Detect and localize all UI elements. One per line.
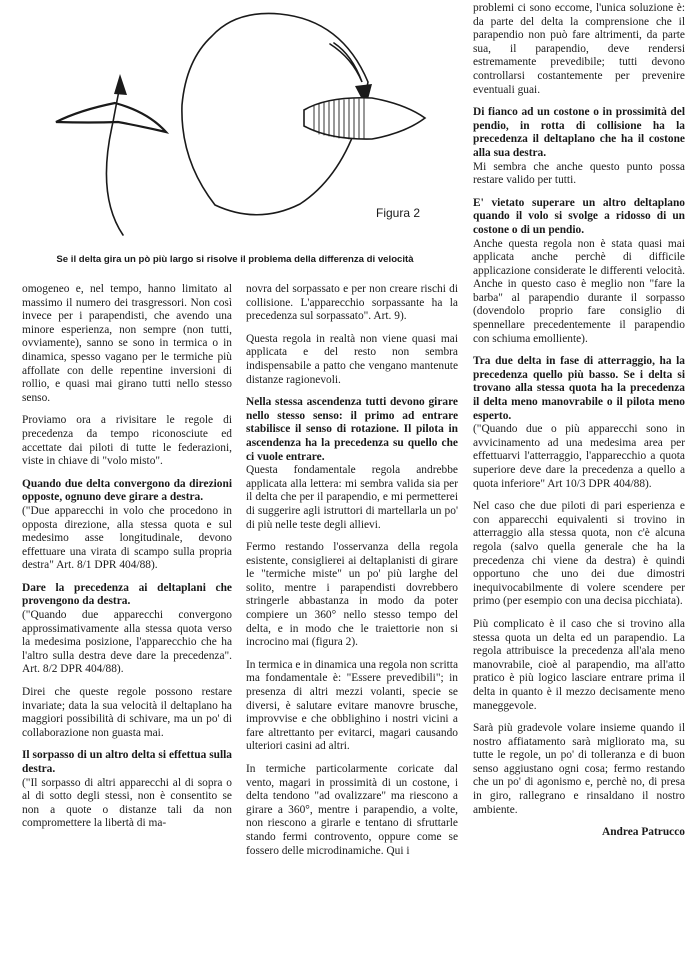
paragraph: Direi che queste regole possono restare invariate; data la sua velocità il deltaplano ha maggiori possibilità di schivare, ma un po' di collaborazione non guasta mai. [22,686,232,739]
section-heading: Tra due delta in fase di atterraggio, ha la precedenza quello più basso. Se i delta si trovano alla stessa quota ha la precedenza il delta meno manovrabile o il pilota meno esperto. [473,355,685,422]
paragraph: ("Due apparecchi in volo che procedono in opposta direzione, alla stessa quota e sul medesimo asse longitudinale, devono effettuare una virata di scampo sulla propria destra" Art. 8/1 DPR 404/88). [22,504,232,572]
paragraph: problemi ci sono eccome, l'unica soluzione è: da parte del delta la comprensione che il parapendio non può fare altrimenti, da parte sua, il parapendio, deve rendersi estremamente prevedibile; tutti devono controllarsi costantemente per prevenire eventuali guai. [473,2,685,96]
paragraph: In termiche particolarmente coricate dal vento, magari in prossimità di un costone, i delta tendono "ad ovalizzare" ma riescono a girare a 360°, mentre i parapendio, a volte, non riescono a girarle e tentano di sfruttarle stando fermi controvento, oppure come se fossero delle microdinamiche. Qui i [246,763,458,857]
left-arrow-head [114,74,127,95]
paragraph: ("Il sorpasso di altri apparecchi al di sopra o al di sotto degli stessi, non è consentito se non a quote o distanze tali da non compromettere la libertà di ma- [22,776,232,830]
section-heading: E' vietato superare un altro deltaplano quando il volo si svolge a ridosso di un costone o di un pendio. [473,196,685,236]
article-column-1 [22,283,232,953]
paragraph: omogeneo e, nel tempo, hanno limitato al massimo il numero dei trasgressori. Non così invece per i parapendisti, che avendo una minore esperienza, non sempre (non tutti, ovviamente), sanno se sono in termica o in dinamica, spesso vagano per le termiche più affollate con delle repentine inversioni di rollio, e quasi mai girano tutti nello stesso senso. [22,283,232,404]
paragraph: Proviamo ora a rivisitare le regole di precedenza da tempo riconosciute ed accettate dai piloti di tutte le federazioni, viste in chiave di "volo misto". [22,414,232,468]
article-column-2 [246,283,458,953]
paragraph: ("Quando due apparecchi convergono approssimativamente alla stessa quota verso la medesima posizione, l'apparecchio che ha l'altro sulla destra deve dare la precedenza". Art. 8/2 DPR 404/88). [22,609,232,676]
paragraph: novra del sorpassato e per non creare rischi di collisione. L'apparecchio sorpassante ha la precedenza sul sorpassato". Art. 9). [246,283,458,323]
section-heading: Dare la precedenza ai deltaplani che provengono da destra. [22,581,232,608]
paraglider-canopy [304,98,425,139]
paragraph: Questa regola in realtà non viene quasi mai applicata e del resto non sembra indispensabile a patto che vengano mantenute distanze ragionevoli. [246,332,458,386]
paragraph: Sarà più gradevole volare insieme quando il nostro affiatamento sarà migliorato ma, su tutte le regole, un po' di tolleranza e di buon senso aggiustano ogni cosa; fermo restando che un po' di agonismo e, perchè no, di presa in giro, rallegrano e rinsaldano il nostro ambiente. [473,722,685,816]
figure-caption: Se il delta gira un pò più largo si risolve il problema della differenza di velocità [56,254,414,265]
paragraph: ("Quando due o più apparecchi sono in avvicinamento ad una medesima area per effettuarvi l'atterraggio, l'apparecchio a quota superiore deve dare la precedenza a quello a quota inferiore" Art 10/3 DPR 404/88). [473,423,685,490]
author-signature: Andrea Patrucco [602,826,685,839]
section-heading: Nella stessa ascendenza tutti devono girare nello stesso senso: il primo ad entrare stabilisce il senso di rotazione. Il pilota in ascendenza ha la precedenza su quello che ci vuole entrare. [246,396,458,463]
paragraph: In termica e in dinamica una regola non scritta ma fondamentale è: "Essere prevedibili"; in presenza di altri mezzi volanti, specie se diversi, è salutare evitare manovre brusche, improvvise e che obblighino i nostri vicini a fare altrettanto per evitarci, magari causando ulteriori casini ad altri. [246,658,458,753]
paragraph: Fermo restando l'osservanza della regola esistente, consiglierei ai deltaplanisti di girare le "termiche miste" un po' più larghe del solito, mentre i parapendisti dovrebbero stringerle abbastanza in modo da poter compiere un 360° nello stesso tempo del delta, e in modo che le traiettorie non si incrocino mai (figura 2). [246,541,458,649]
paragraph: Questa fondamentale regola andrebbe applicata alla lettera: mi sembra valida sia per il delta che per il parapendio, e mi permetterei di suggerire agli istruttori di martellarla un po' di più nelle teste degli allievi. [246,464,458,531]
section-heading: Di fianco ad un costone o in prossimità del pendio, in rotta di collisione ha la precedenza il deltaplano che ha il costone alla sua destra. [473,106,685,159]
figure-label: Figura 2 [376,206,421,220]
paragraph: Più complicato è il caso che si trovino alla stessa quota un delta ed un parapendio. La regola attribuisce la precedenza all'ala meno manovrabile, cioè al parapendio, ma all'atto pratico è più logico lasciare entrare prima il delta in quanto è il mezzo decisamente meno maneggevole. [473,617,685,712]
paragraph: Mi sembra che anche questo punto possa restare valido per tutti. [473,160,685,187]
section-heading: Quando due delta convergono da direzioni opposte, ognuno deve girare a destra. [22,477,232,504]
paragraph: Anche questa regola non è stata quasi mai applicata anche perchè di difficile applicazione considerate le differenti velocità. Anche in questo caso è meglio non "fare la barba" al parapendio durante il sorpasso (dovendolo proprio fare consiglio di spennellare precedentemente il parapendio con schiuma emolliente). [473,237,685,345]
section-heading: Il sorpasso di un altro delta si effettua sulla destra. [22,749,232,775]
article-column-3 [473,2,685,952]
paragraph: Nel caso che due piloti di pari esperienza e con apparecchi equivalenti si trovino in atterraggio alla stessa quota, non c'è alcuna regola (salvo quella generale che ha la precedenza chi viene da destra) è quindi opportuno che uno dei due dimostri inequivocabilmente di volere scendere per primo (per esempio con una decisa picchiata). [473,500,685,608]
